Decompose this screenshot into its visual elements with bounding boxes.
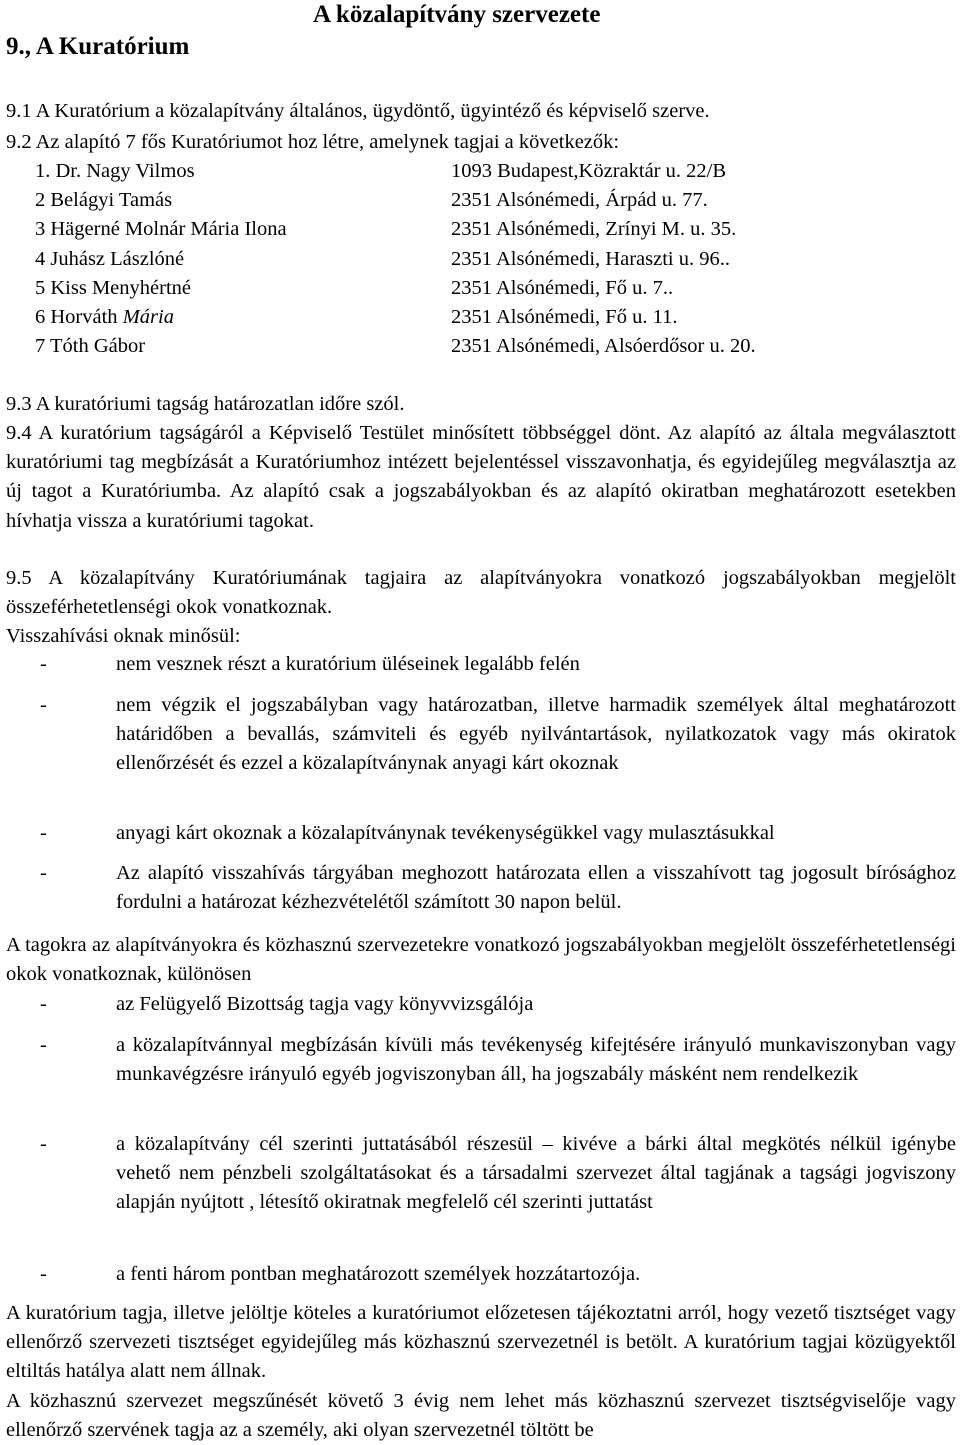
- member-name: 4 Juhász Lászlóné: [35, 247, 185, 270]
- member-address: 2351 Alsónémedi, Alsóerdősor u. 20.: [451, 335, 756, 358]
- member-address: 2351 Alsónémedi, Zrínyi M. u. 35.: [451, 218, 737, 241]
- paragraph-9-3: 9.3 A kuratóriumi tagság határozatlan időre szól.: [6, 393, 405, 415]
- bullet-dash: -: [40, 993, 47, 1015]
- member-address: 2351 Alsónémedi, Fő u. 7..: [451, 276, 674, 299]
- list-item-text: Az alapító visszahívás tárgyában meghozott határozata ellen a visszahívott tag jogosult bírósághoz fordulni a határozat kézhezvételétől számított 30 napon belül.: [116, 862, 956, 914]
- bullet-dash: -: [40, 1263, 47, 1285]
- paragraph-members: A tagokra az alapítványokra és közhasznú szervezetekre vonatkozó jogszabályokban megjelölt összeférhetetlenségi okok vonatkoznak, különösen: [6, 934, 956, 986]
- list-item-text: az Felügyelő Bizottság tagja vagy könyvvizsgálója: [116, 993, 534, 1015]
- member-name: 3 Hägerné Molnár Mária Ilona: [35, 218, 287, 241]
- member-name: [35, 303, 174, 332]
- member-address: 2351 Alsónémedi, Fő u. 11.: [451, 305, 678, 328]
- paragraph-last: A közhasznú szervezet megszűnését követő 3 évig nem lehet más közhasznú szervezet tisztségviselője vagy ellenőrző szervének tagja az a személy, aki olyan szervezetnél töltött be: [6, 1390, 956, 1442]
- member-address: 2351 Alsónémedi, Árpád u. 77.: [451, 189, 708, 212]
- member-name: 5 Kiss Menyhértné: [35, 276, 192, 299]
- member-name-italic: Mária: [122, 305, 174, 328]
- list-item-text: a fenti három pontban meghatározott személyek hozzátartozója.: [116, 1263, 641, 1285]
- paragraph-9-1: 9.1 A Kuratórium a közalapítvány általános, ügydöntő, ügyintéző és képviselő szerve.: [6, 100, 710, 122]
- bullet-dash: -: [40, 862, 47, 884]
- member-name: 2 Belágyi Tamás: [35, 189, 173, 212]
- list-item-text: a közalapítvány cél szerinti juttatásából részesül – kivéve a bárki által megkötés nélkül igénybe vehető nem pénzbeli szolgáltatásokat és a társadalmi szervezet által tagjának a tagsági jogviszony alapján nyújtott , létesítő okiratnak megfelelő cél szerinti juttatást: [116, 1133, 956, 1214]
- recall-heading: Visszahívási oknak minősül:: [6, 625, 241, 647]
- bullet-dash: -: [40, 653, 47, 675]
- paragraph-9-2: 9.2 Az alapító 7 fős Kuratóriumot hoz létre, amelynek tagjai a következők:: [6, 131, 620, 153]
- page-title: A közalapítvány szervezete: [313, 1, 601, 28]
- member-address: 1093 Budapest,Közraktár u. 22/B: [451, 160, 726, 182]
- list-item-text: anyagi kárt okoznak a közalapítványnak tevékenységükkel vagy mulasztásukkal: [116, 822, 775, 844]
- bullet-dash: -: [40, 694, 47, 716]
- member-name: 7 Tóth Gábor: [35, 335, 146, 358]
- bullet-dash: -: [40, 1034, 47, 1056]
- section-heading: 9., A Kuratórium: [6, 33, 190, 60]
- paragraph-9-5: 9.5 A közalapítvány Kuratóriumának tagjaira az alapítványokra vonatkozó jogszabályokban megjelölt összeférhetetlenségi okok vonatkoznak.: [6, 567, 956, 619]
- list-item-text: nem végzik el jogszabályban vagy határozatban, illetve harmadik személyek által meghatározott határidőben a bevallás, számviteli és egyéb nyilvántartások, nyilatkozatok vagy más okiratok ellenőrzését és ezzel a közalapítványnak anyagi kárt okoznak: [116, 694, 956, 775]
- member-name-prefix: 6 Horváth: [35, 305, 123, 328]
- member-address: 2351 Alsónémedi, Haraszti u. 96..: [451, 247, 730, 270]
- bullet-dash: -: [40, 1133, 47, 1155]
- list-item-text: a közalapítvánnyal megbízásán kívüli más tevékenység kifejtésére irányuló munkaviszonyban vagy munkavégzésre irányuló egyéb jogviszonyban áll, ha jogszabály másként nem rendelkezik: [116, 1034, 956, 1086]
- member-name: 1. Dr. Nagy Vilmos: [35, 160, 195, 182]
- paragraph-inform: A kuratórium tagja, illetve jelöltje köteles a kuratóriumot előzetesen tájékoztatni arról, hogy vezető tisztséget vagy ellenőrző szervezeti tisztséget egyidejűleg más közhasznú szervezetnél is betölt. A kuratórium tagjai közügyektől eltiltás hatálya alatt nem állnak.: [6, 1302, 956, 1383]
- bullet-dash: -: [40, 822, 47, 844]
- paragraph-9-4: 9.4 A kuratórium tagságáról a Képviselő Testület minősített többséggel dönt. Az alapító az általa megválasztott kuratóriumi tag megbízását a Kuratóriumhoz intézett bejelentéssel visszavonhatja, és egyidejűleg megválasztja az új tagot a Kuratóriumba. Az alapító csak a jogszabályokban és az alapító okiratban meghatározott esetekben hívhatja vissza a kuratóriumi tagokat.: [6, 422, 956, 532]
- list-item-text: nem vesznek részt a kuratórium üléseinek legalább felén: [116, 653, 580, 675]
